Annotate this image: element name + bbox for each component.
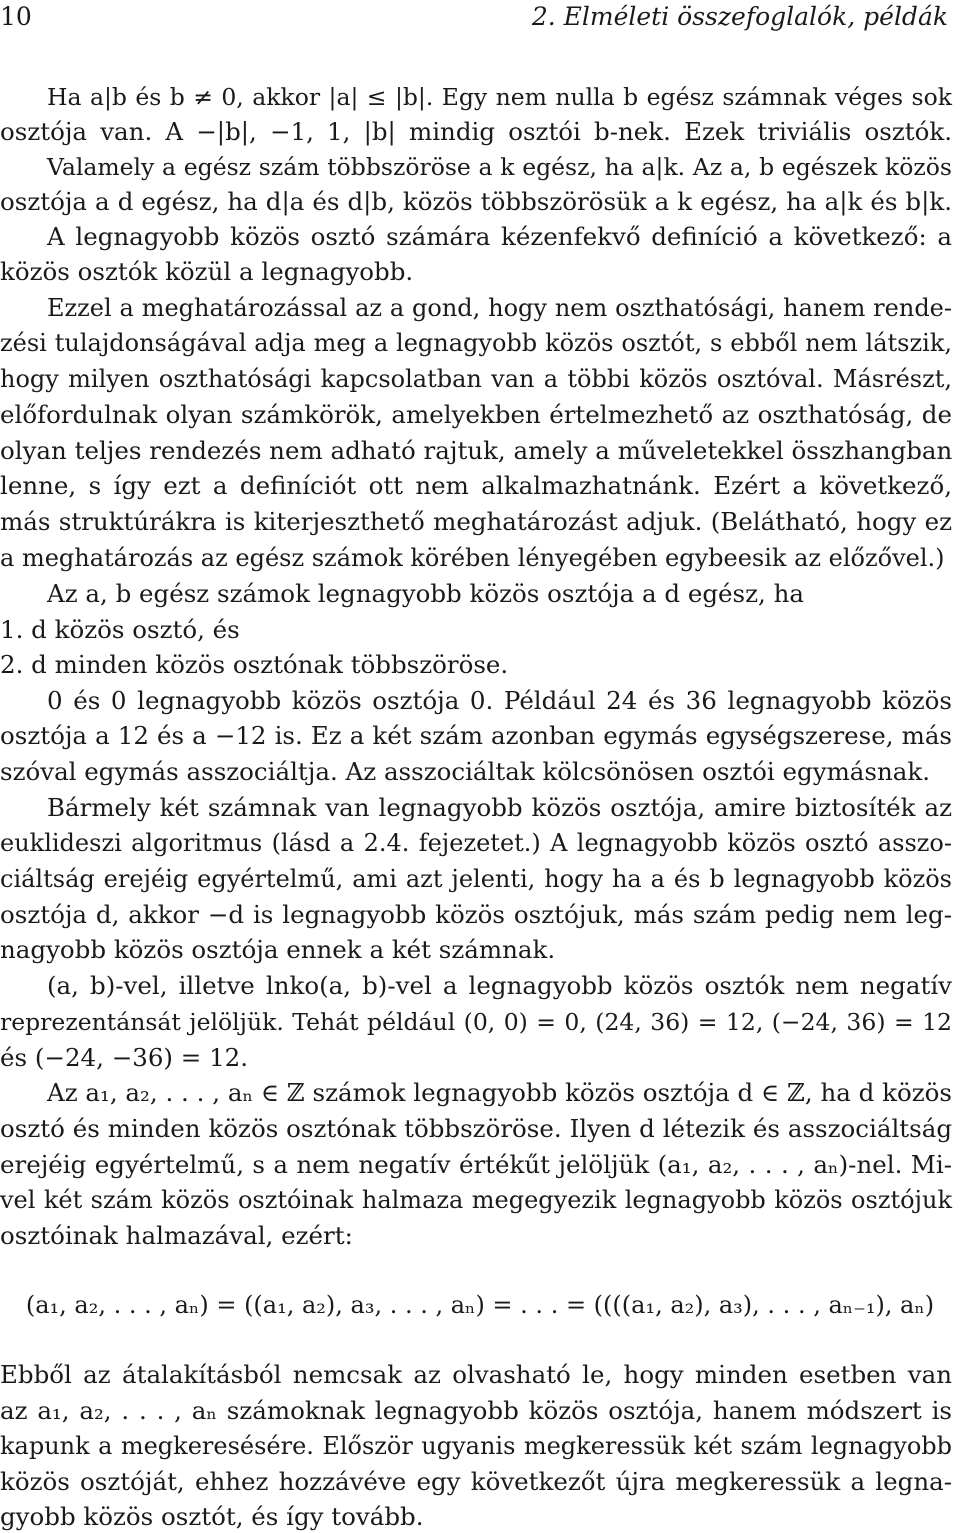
- text-line: olyan teljes rendezés nem adható rajtuk, amely a műveletekkel összhangban: [0, 436, 953, 465]
- text-line: euklideszi algoritmus (lásd a 2.4. fejezetet.) A legnagyobb közös osztó asszo-: [0, 829, 952, 857]
- definition-item: 2. d minden közös osztónak többszöröse.: [0, 650, 509, 679]
- text-line: Ebből az átalakításból nemcsak az olvasható le, hogy minden esetben van: [0, 1360, 952, 1389]
- text-line: lenne, s így ezt a definíciót ott nem alkalmazhatnánk. Ezért a következő,: [0, 471, 952, 500]
- text-line: osztója d, akkor −d is legnagyobb közös osztójuk, más szám pedig nem leg-: [0, 900, 952, 929]
- text-line: A legnagyobb közös osztó számára kézenfekvő definíció a következő: a: [47, 222, 952, 251]
- running-title: 2. Elméleti összefoglalók, példák: [531, 2, 948, 31]
- text-line: az a₁, a₂, . . . , aₙ számoknak legnagyobb közös osztója, hanem módszert is: [0, 1396, 952, 1425]
- text-line: ciáltság erejéig egyértelmű, ami azt jelenti, hogy ha a és b legnagyobb közös: [0, 865, 952, 893]
- text-line: reprezentánsát jelöljük. Tehát például (0, 0) = 0, (24, 36) = 12, (−24, 36) = 12: [0, 1008, 952, 1036]
- text-line: nagyobb közös osztója ennek a két számnak.: [0, 935, 556, 964]
- text-line: osztó és minden közös osztónak többszöröse. Ilyen d létezik és asszociáltság: [0, 1114, 952, 1143]
- text-line: gyobb közös osztót, és így tovább.: [0, 1502, 424, 1531]
- text-line: osztója a d egész, ha d|a és d|b, közös többszörösük a k egész, ha a|k és b|k.: [0, 187, 952, 216]
- text-line: más struktúrákra is kiterjeszthető meghatározást adjuk. (Belátható, hogy ez: [0, 507, 952, 536]
- text-line: (a, b)-vel, illetve lnko(a, b)-vel a legnagyobb közös osztók nem negatív: [47, 971, 952, 1000]
- text-line: 0 és 0 legnagyobb közös osztója 0. Például 24 és 36 legnagyobb közös: [47, 686, 952, 715]
- definition-item: 1. d közös osztó, és: [0, 615, 240, 644]
- text-line: közös osztók közül a legnagyobb.: [0, 257, 414, 286]
- text-line: zési tulajdonságával adja meg a legnagyobb közös osztót, s ebből nem látszik,: [0, 329, 952, 357]
- text-line: hogy milyen oszthatósági kapcsolatban van a többi közös osztóval. Másrészt,: [0, 365, 952, 393]
- text-line: Az a₁, a₂, . . . , aₙ ∈ ℤ számok legnagyobb közös osztója d ∈ ℤ, ha d közös: [47, 1078, 952, 1107]
- text-line: Ezzel a meghatározással az a gond, hogy nem oszthatósági, hanem rende-: [47, 294, 952, 322]
- text-line: erejéig egyértelmű, s a nem negatív értékűt jelöljük (a₁, a₂, . . . , aₙ)-nel. Mi-: [0, 1150, 952, 1179]
- text-line: vel két szám közös osztóinak halmaza megegyezik legnagyobb közös osztójuk: [0, 1186, 952, 1214]
- display-formula: (a₁, a₂, . . . , aₙ) = ((a₁, a₂), a₃, . . . , aₙ) = . . . = ((((a₁, a₂), a₃), . . . , aₙ₋₁), aₙ): [25, 1291, 935, 1319]
- text-line: előfordulnak olyan számkörök, amelyekben értelmezhető az oszthatóság, de: [0, 400, 952, 429]
- text-line: kapunk a megkeresésére. Először ugyanis megkeressük két szám legnagyobb: [0, 1432, 952, 1460]
- text-line: a meghatározás az egész számok körében lényegében egybeesik az előzővel.): [0, 544, 945, 572]
- page-number: 10: [0, 2, 32, 31]
- text-line: Ha a|b és b ≠ 0, akkor |a| ≤ |b|. Egy nem nulla b egész számnak véges sok: [47, 83, 952, 111]
- text-line: közös osztóját, ehhez hozzávéve egy következőt újra megkeressük a legna-: [0, 1467, 952, 1496]
- text-line: szóval egymás asszociáltja. Az asszociáltak kölcsönösen osztói egymásnak.: [0, 757, 930, 786]
- definition-line: Az a, b egész számok legnagyobb közös osztója a d egész, ha: [47, 579, 804, 608]
- text-line: osztója a 12 és a −12 is. Ez a két szám azonban egymás egységszerese, más: [0, 721, 952, 750]
- text-line: Valamely a egész szám többszöröse a k egész, ha a|k. Az a, b egészek közös: [47, 153, 952, 181]
- text-line: osztója van. A −|b|, −1, 1, |b| mindig osztói b-nek. Ezek triviális osztók.: [0, 117, 952, 146]
- text-line: osztóinak halmazával, ezért:: [0, 1221, 353, 1250]
- page-header: [0, 0, 948, 40]
- text-line: Bármely két számnak van legnagyobb közös osztója, amire biztosíték az: [47, 793, 952, 822]
- text-line: és (−24, −36) = 12.: [0, 1043, 249, 1072]
